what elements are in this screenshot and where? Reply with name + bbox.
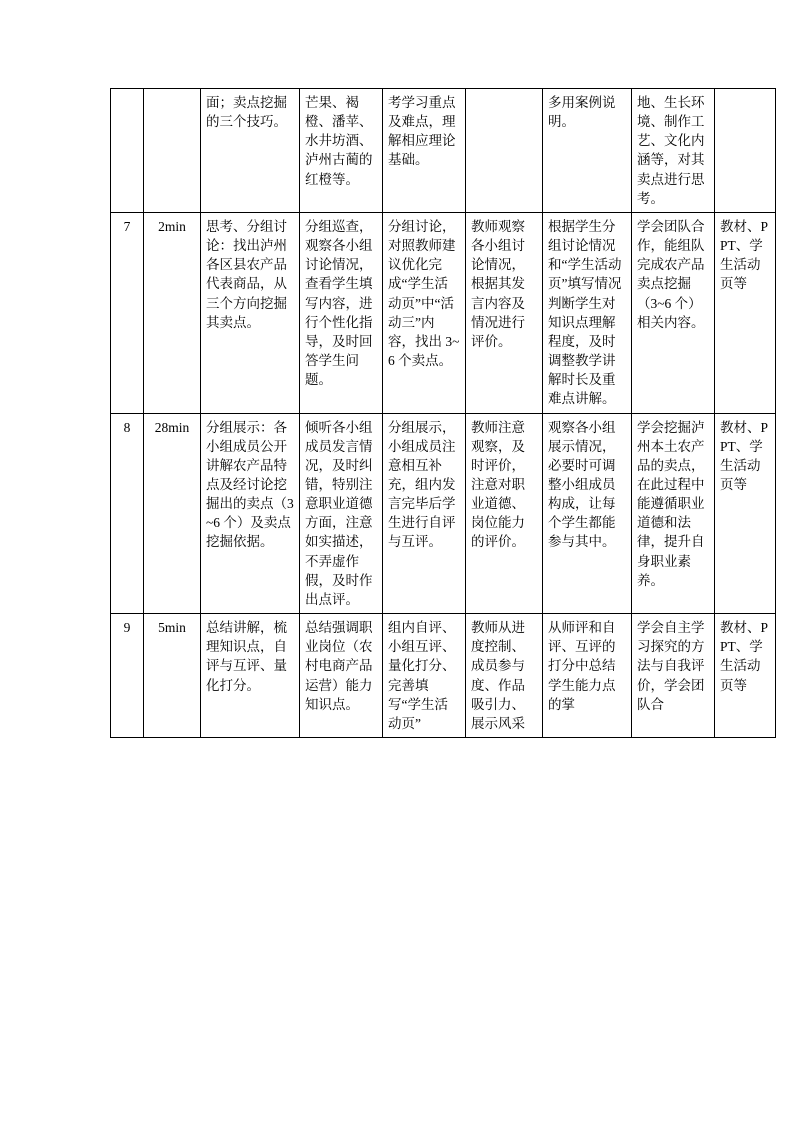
teacher-activity-cell: 芒果、褐橙、潘苹、水井坊酒、泸州古蔺的红橙等。 <box>300 89 383 213</box>
row-time-cell <box>144 89 201 213</box>
row-number: 9 <box>123 620 131 636</box>
row-time-cell <box>144 614 201 738</box>
row-number-cell <box>111 413 144 614</box>
adjustment-cell: 根据学生分组讨论情况和“学生活动页”填写情况判断学生对知识点理解程度，及时调整教学讲解时长及重难点讲解。 <box>543 212 632 413</box>
teacher-activity-cell: 倾听各小组成员发言情况，及时纠错，特别注意职业道德方面，注意如实描述，不弄虚作假，及时作出点评。 <box>300 413 383 614</box>
resource-cell: 教材、PPT、学生活动页等 <box>715 614 776 738</box>
table-row <box>111 614 776 738</box>
row-time-cell <box>144 212 201 413</box>
resource-cell: 教材、PPT、学生活动页等 <box>715 413 776 614</box>
teacher-activity-cell: 总结强调职业岗位（农村电商产品运营）能力知识点。 <box>300 614 383 738</box>
row-time-cell <box>144 413 201 614</box>
row-number-cell <box>111 212 144 413</box>
student-activity-cell: 思考、分组讨论：找出泸州各区县农产品代表商品，从三个方向挖掘其卖点。 <box>201 212 300 413</box>
row-time: 2min <box>158 218 186 234</box>
evaluation-cell: 教师观察各小组讨论情况，根据其发言内容及情况进行评价。 <box>466 212 543 413</box>
goal-cell: 学会自主学习探究的方法与自我评价，学会团队合 <box>632 614 715 738</box>
adjustment-cell: 从师评和自评、互评的打分中总结学生能力点的掌 <box>543 614 632 738</box>
student-task-cell: 组内自评、小组互评、量化打分、完善填写“学生活动页” <box>383 614 466 738</box>
goal-cell: 学会团队合作，能组队完成农产品卖点挖掘（3~6 个）相关内容。 <box>632 212 715 413</box>
table-body <box>111 89 776 738</box>
row-time: 28min <box>154 419 190 435</box>
student-task-cell: 考学习重点及难点，理解相应理论基础。 <box>383 89 466 213</box>
row-number: 7 <box>123 218 131 234</box>
row-number: 8 <box>123 419 131 435</box>
resource-cell <box>715 89 776 213</box>
table-row <box>111 413 776 614</box>
evaluation-cell: 教师从进度控制、成员参与度、作品吸引力、展示风采 <box>466 614 543 738</box>
evaluation-cell: 教师注意观察，及时评价，注意对职业道德、岗位能力的评价。 <box>466 413 543 614</box>
row-number-cell <box>111 89 144 213</box>
table-row <box>111 89 776 213</box>
student-task-cell: 分组展示，小组成员注意相互补充，组内发言完毕后学生进行自评与互评。 <box>383 413 466 614</box>
table-row <box>111 212 776 413</box>
lesson-process-table <box>110 88 776 738</box>
student-activity-cell: 分组展示：各小组成员公开讲解农产品特点及经讨论挖掘出的卖点（3~6 个）及卖点挖掘依据。 <box>201 413 300 614</box>
student-activity-cell: 总结讲解，梳理知识点，自评与互评、量化打分。 <box>201 614 300 738</box>
student-activity-cell: 面；卖点挖掘的三个技巧。 <box>201 89 300 213</box>
student-task-cell: 分组讨论，对照教师建议优化完成“学生活动页”中“活动三”内容，找出 3~6 个卖点。 <box>383 212 466 413</box>
resource-cell: 教材、PPT、学生活动页等 <box>715 212 776 413</box>
teacher-activity-cell: 分组巡查，观察各小组讨论情况，查看学生填写内容，进行个性化指导，及时回答学生问题。 <box>300 212 383 413</box>
adjustment-cell: 多用案例说明。 <box>543 89 632 213</box>
evaluation-cell <box>466 89 543 213</box>
row-time: 5min <box>158 620 186 636</box>
goal-cell: 学会挖掘泸州本土农产品的卖点，在此过程中能遵循职业道德和法律，提升自身职业素养。 <box>632 413 715 614</box>
adjustment-cell: 观察各小组展示情况，必要时可调整小组成员构成，让每个学生都能参与其中。 <box>543 413 632 614</box>
goal-cell: 地、生长环境、制作工艺、文化内涵等，对其卖点进行思考。 <box>632 89 715 213</box>
row-number-cell <box>111 614 144 738</box>
